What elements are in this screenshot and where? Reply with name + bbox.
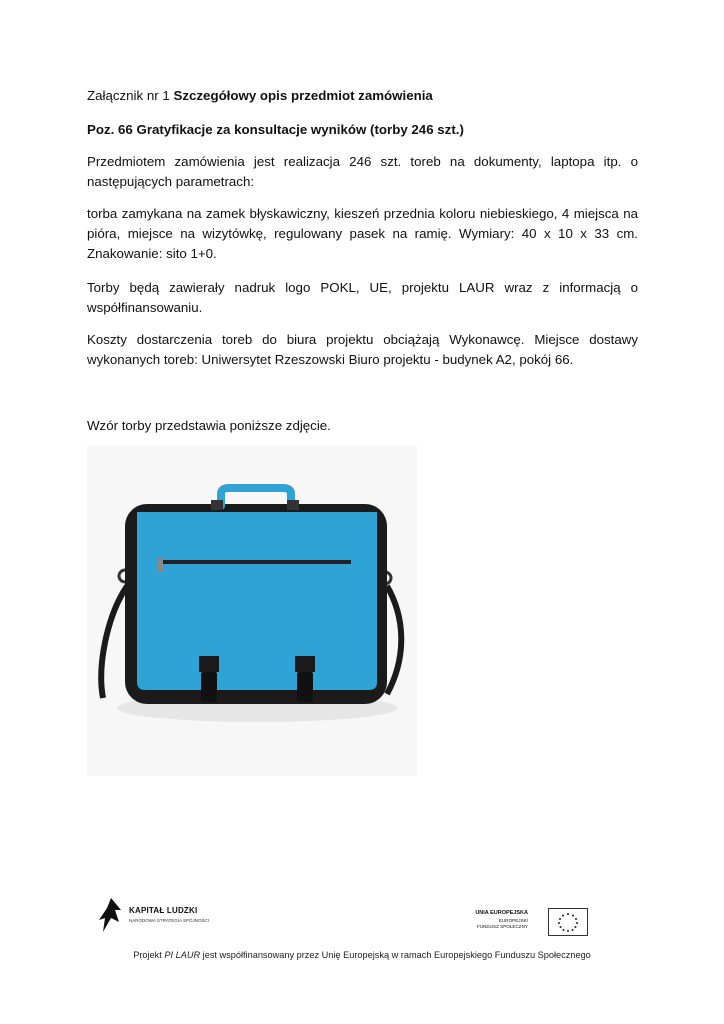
logo-bar xyxy=(87,888,638,944)
eu-line3: FUNDUSZ SPOŁECZNY xyxy=(476,924,528,929)
image-caption: Wzór torby przedstawia poniższe zdjęcie. xyxy=(87,418,331,433)
paragraph-print: Torby będą zawierały nadruk logo POKL, UE, projektu LAUR wraz z informacją o współfinansowaniu. xyxy=(87,280,638,315)
kapital-ludzki-title: KAPITAŁ LUDZKI xyxy=(129,906,198,915)
paragraph-specs: torba zamykana na zamek błyskawiczny, kieszeń przednia koloru niebieskiego, 4 miejsca na pióra, miejsce na wizytówkę, regulowany pasek na ramię. Wymiary: 40 x 10 x 33 cm. Znakowanie: sito 1+0. xyxy=(87,206,638,261)
footer xyxy=(0,950,724,960)
bag-photo xyxy=(87,446,417,776)
position-heading xyxy=(87,120,638,140)
footer-pre: Projekt xyxy=(133,950,165,960)
paragraph-intro: Przedmiotem zamówienia jest realizacja 246 szt. toreb na dokumenty, laptopa itp. o następujących parametrach: xyxy=(87,154,638,189)
attachment-title: Szczegółowy opis przedmiot zamówienia xyxy=(173,88,433,103)
eu-line1: UNIA EUROPEJSKA xyxy=(475,910,528,916)
kapital-ludzki-logo xyxy=(97,894,217,938)
attachment-prefix: Załącznik nr 1 xyxy=(87,88,170,103)
eu-logo xyxy=(473,908,588,936)
eu-line2: EUROPEJSKI xyxy=(498,918,528,923)
footer-post: jest współfinansowany przez Unię Europejską w ramach Europejskiego Funduszu Społecznego xyxy=(200,950,591,960)
eu-flag-icon xyxy=(548,908,588,936)
kapital-ludzki-icon xyxy=(97,896,125,936)
footer-project: PI LAUR xyxy=(164,950,201,960)
kapital-ludzki-subtitle: NARODOWA STRATEGIA SPÓJNOŚCI xyxy=(129,918,210,923)
position-text: Poz. 66 Gratyfikacje za konsultacje wyników (torby 246 szt.) xyxy=(87,122,464,137)
bag-illustration xyxy=(87,446,417,776)
eu-stars-icon xyxy=(549,909,587,935)
attachment-header xyxy=(87,86,638,106)
paragraph-delivery: Koszty dostarczenia toreb do biura projektu obciążają Wykonawcę. Miejsce dostawy wykonanych toreb: Uniwersytet Rzeszowski Biuro projektu - budynek A2, pokój 66. xyxy=(87,332,638,367)
